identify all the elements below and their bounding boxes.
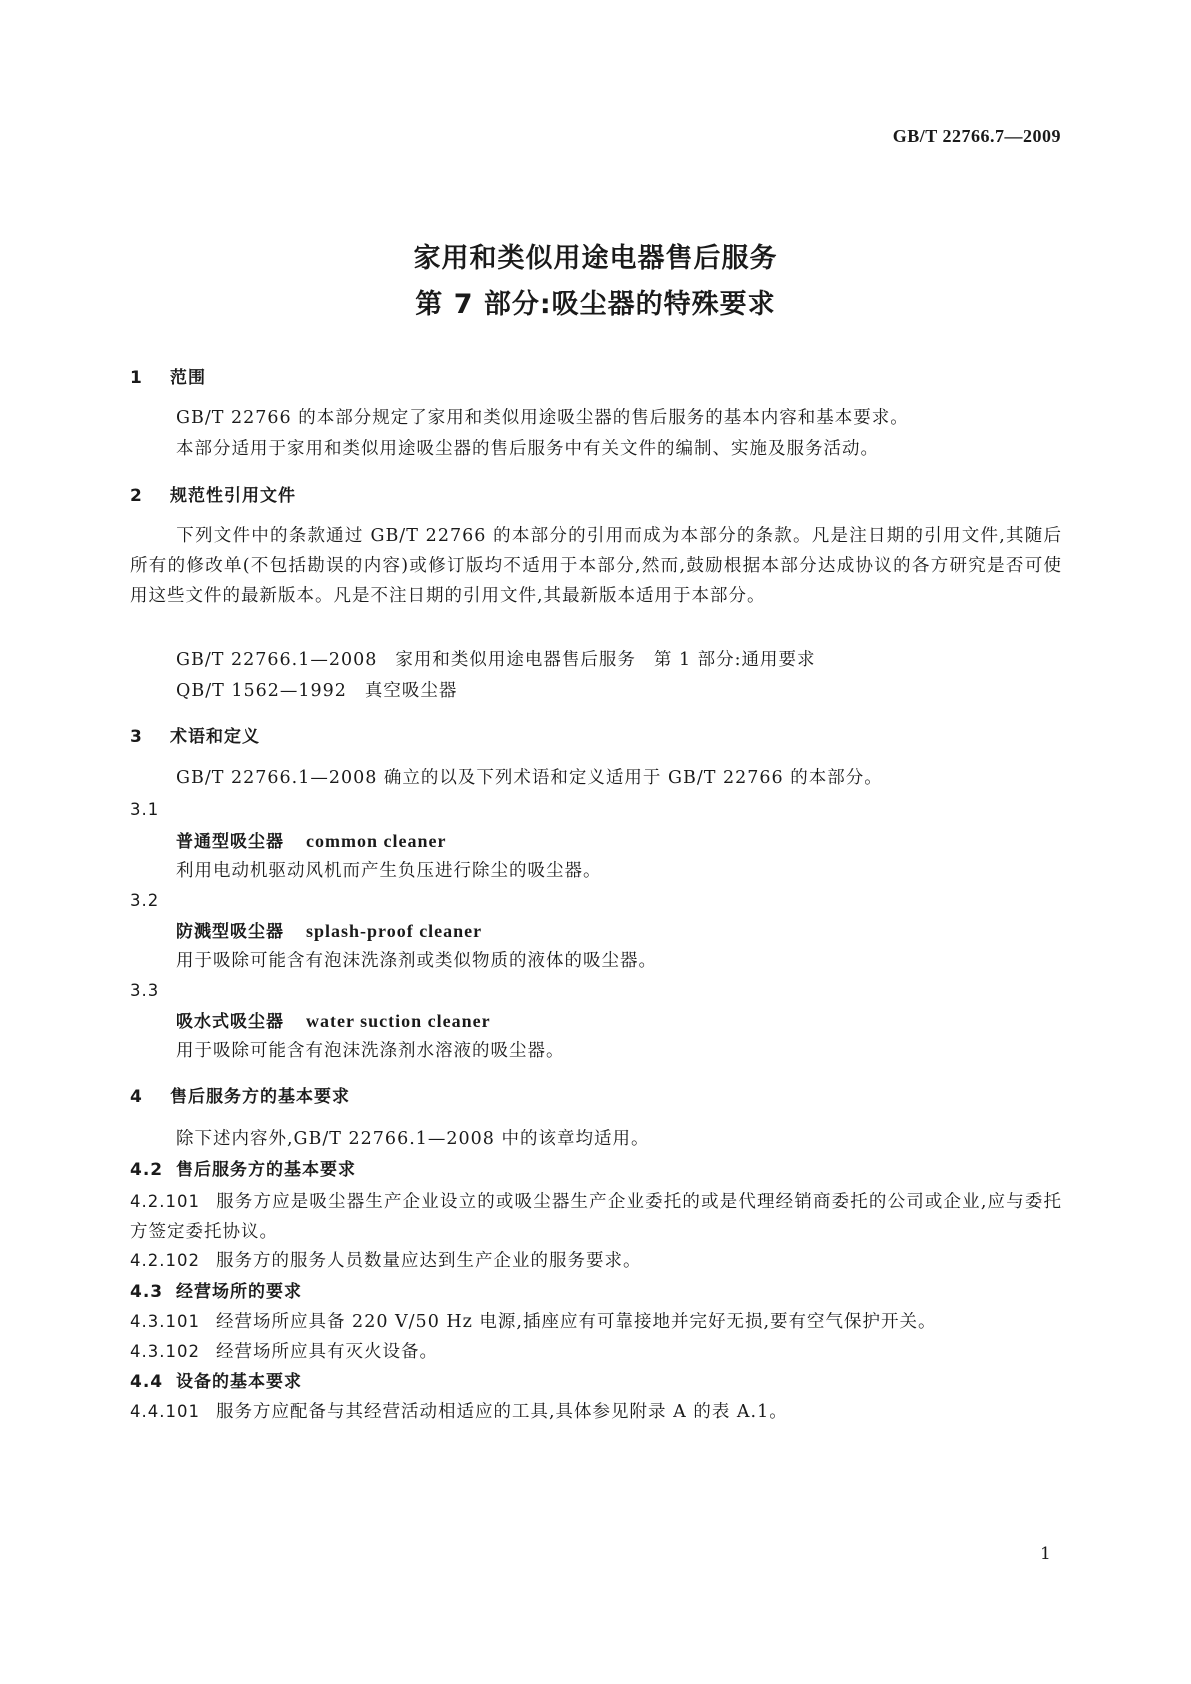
clause-number: 4.3.101: [130, 1312, 200, 1331]
term-chinese: 防溅型吸尘器: [176, 922, 284, 942]
page-number: 1: [1040, 1544, 1051, 1564]
term-name: [176, 1009, 491, 1034]
clause-number: 4.2.101: [130, 1192, 200, 1211]
section-1-heading: [130, 366, 206, 390]
clause-4-2-101: [130, 1187, 1062, 1247]
term-english: common cleaner: [306, 831, 447, 851]
clause-text: 服务方应是吸尘器生产企业设立的或吸尘器生产企业委托的或是代理经销商委托的公司或企业,应与委托方签定委托协议。: [130, 1192, 1062, 1242]
clause-4-2-102: [130, 1249, 642, 1273]
clause-number: 4.4.101: [130, 1402, 200, 1421]
section-title: 售后服务方的基本要求: [170, 1087, 350, 1107]
term-english: splash-proof cleaner: [306, 921, 483, 941]
term-chinese: 普通型吸尘器: [176, 832, 284, 852]
clause-4-3-101: [130, 1310, 937, 1334]
clause-text: 经营场所应具备 220 V/50 Hz 电源,插座应有可靠接地并完好无损,要有空气保护开关。: [216, 1312, 937, 1332]
term-number: 3.2: [130, 891, 160, 910]
clause-text: 经营场所应具有灭火设备。: [216, 1342, 438, 1362]
term-definition: 用于吸除可能含有泡沫洗涤剂或类似物质的液体的吸尘器。: [176, 951, 657, 971]
section-3-paragraph: GB/T 22766.1—2008 确立的以及下列术语和定义适用于 GB/T 22766 的本部分。: [176, 768, 883, 788]
subsection-4-2-heading: [130, 1158, 356, 1182]
section-1-paragraph-1: GB/T 22766 的本部分规定了家用和类似用途吸尘器的售后服务的基本内容和基本要求。: [176, 408, 909, 428]
section-2-paragraph-text: 下列文件中的条款通过 GB/T 22766 的本部分的引用而成为本部分的条款。凡是注日期的引用文件,其随后所有的修改单(不包括勘误的内容)或修订版均不适用于本部分,然而,鼓励根据本部分达成协议的各方研究是否可使用这些文件的最新版本。凡是不注日期的引用文件,其最新版本适用于本部分。: [130, 526, 1062, 606]
section-4-heading: [130, 1085, 350, 1109]
reference-code: GB/T 22766.1—2008: [176, 650, 378, 670]
reference-code: QB/T 1562—1992: [176, 681, 347, 701]
subsection-number: 4.2: [130, 1160, 164, 1180]
subsection-title: 售后服务方的基本要求: [176, 1160, 356, 1180]
subsection-4-4-heading: [130, 1370, 302, 1394]
clause-number: 4.3.102: [130, 1342, 200, 1361]
reference-title: 真空吸尘器: [364, 681, 458, 701]
subsection-title: 设备的基本要求: [176, 1372, 302, 1392]
section-number: 3: [130, 727, 143, 747]
section-2-paragraph: [130, 521, 1062, 611]
subsection-title: 经营场所的要求: [176, 1282, 302, 1302]
normative-reference-1: [176, 648, 816, 672]
section-title: 范围: [170, 368, 206, 388]
document-title-line-1: 家用和类似用途电器售后服务: [413, 243, 778, 274]
section-1-paragraph-2: 本部分适用于家用和类似用途吸尘器的售后服务中有关文件的编制、实施及服务活动。: [176, 439, 879, 459]
section-4-paragraph: 除下述内容外,GB/T 22766.1—2008 中的该章均适用。: [176, 1129, 650, 1149]
section-2-heading: [130, 484, 296, 508]
term-name: [176, 829, 446, 854]
section-title: 术语和定义: [170, 727, 260, 747]
clause-text: 服务方应配备与其经营活动相适应的工具,具体参见附录 A 的表 A.1。: [216, 1402, 788, 1422]
document-title-line-2: 第 7 部分:吸尘器的特殊要求: [415, 289, 776, 320]
term-definition: 利用电动机驱动风机而产生负压进行除尘的吸尘器。: [176, 861, 602, 881]
term-definition: 用于吸除可能含有泡沫洗涤剂水溶液的吸尘器。: [176, 1041, 565, 1061]
reference-part: 第 1 部分:通用要求: [653, 650, 816, 670]
term-chinese: 吸水式吸尘器: [176, 1012, 284, 1032]
term-number: 3.1: [130, 800, 160, 819]
section-number: 4: [130, 1087, 143, 1107]
reference-title: 家用和类似用途电器售后服务: [395, 650, 636, 670]
section-title: 规范性引用文件: [170, 486, 296, 506]
term-name: [176, 919, 482, 944]
clause-4-4-101: [130, 1400, 788, 1424]
term-english: water suction cleaner: [306, 1011, 491, 1031]
subsection-number: 4.4: [130, 1372, 164, 1392]
subsection-4-3-heading: [130, 1280, 302, 1304]
section-number: 1: [130, 368, 143, 388]
section-number: 2: [130, 486, 143, 506]
normative-reference-2: [176, 679, 457, 703]
clause-4-3-102: [130, 1340, 438, 1364]
subsection-number: 4.3: [130, 1282, 164, 1302]
clause-number: 4.2.102: [130, 1251, 200, 1270]
section-3-heading: [130, 725, 260, 749]
standard-number: GB/T 22766.7—2009: [892, 126, 1061, 146]
term-number: 3.3: [130, 981, 160, 1000]
clause-text: 服务方的服务人员数量应达到生产企业的服务要求。: [216, 1251, 642, 1271]
